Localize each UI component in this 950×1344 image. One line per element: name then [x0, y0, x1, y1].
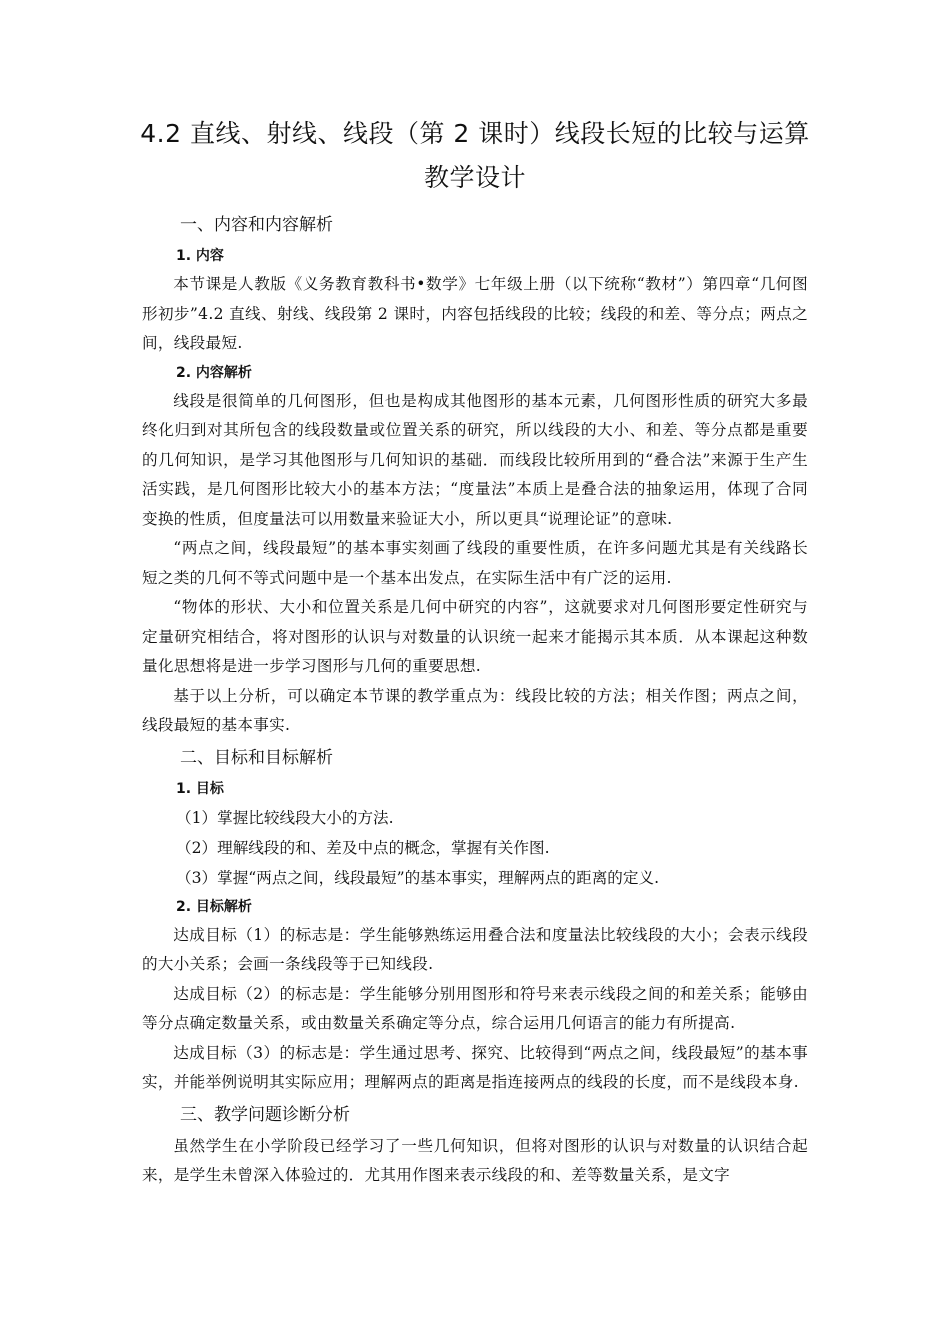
paragraph-diagnosis-1: 虽然学生在小学阶段已经学习了一些几何知识，但将对图形的认识与对数量的认识结合起来，是学生未曾深入体验过的．尤其用作图来表示线段的和、差等数量关系，是文字 — [142, 1136, 808, 1184]
document-title — [102, 112, 848, 200]
section-heading-content: 一、内容和内容解析 — [180, 215, 333, 235]
section-heading-diagnosis: 三、教学问题诊断分析 — [180, 1104, 350, 1125]
title-line-1: 4.2 直线、射线、线段（第 2 课时）线段长短的比较与运算 — [140, 119, 810, 148]
goal-item-2: （2）理解线段的和、差及中点的概念，掌握有关作图. — [176, 838, 550, 857]
paragraph-analysis-2: “两点之间，线段最短”的基本事实刻画了线段的重要性质，在许多问题尤其是有关线路长短之类的几何不等式问题中是一个基本出发点，在实际生活中有广泛的运用. — [142, 539, 808, 587]
paragraph-goal-analysis-3: 达成目标（3）的标志是：学生通过思考、探究、比较得到“两点之间，线段最短”的基本事实，并能举例说明其实际应用；理解两点的距离是指连接两点的线段的长度，而不是线段本身. — [142, 1043, 808, 1091]
subheading-content: 1. 内容 — [176, 248, 224, 264]
paragraph-goal-analysis-1: 达成目标（1）的标志是：学生能够熟练运用叠合法和度量法比较线段的大小；会表示线段的大小关系；会画一条线段等于已知线段. — [142, 925, 808, 973]
section-heading-goals: 二、目标和目标解析 — [180, 747, 333, 768]
paragraph-analysis-4: 基于以上分析，可以确定本节课的教学重点为：线段比较的方法；相关作图；两点之间，线段最短的基本事实. — [142, 686, 808, 734]
paragraph-goal-analysis-2: 达成目标（2）的标志是：学生能够分别用图形和符号来表示线段之间的和差关系；能够由等分点确定数量关系，或由数量关系确定等分点，综合运用几何语言的能力有所提高. — [142, 984, 808, 1032]
goal-item-1: （1）掌握比较线段大小的方法. — [176, 808, 394, 827]
paragraph-analysis-3: “物体的形状、大小和位置关系是几何中研究的内容”，这就要求对几何图形要定性研究与定量研究相结合，将对图形的认识与对数量的认识统一起来才能揭示其本质．从本课起这种数量化思想将是进一步学习图形与几何的重要思想. — [142, 598, 808, 675]
subheading-goals: 1. 目标 — [176, 780, 224, 797]
goal-item-3: （3）掌握“两点之间，线段最短”的基本事实，理解两点的距离的定义. — [176, 868, 660, 887]
paragraph-content: 本节课是人教版《义务教育教科书•数学》七年级上册（以下统称“教材”）第四章“几何图形初步”4.2 直线、射线、线段第 2 课时，内容包括线段的比较；线段的和差、等分点；两点之间，线段最短. — [142, 275, 808, 352]
title-line-2: 教学设计 — [423, 163, 526, 192]
subheading-content-analysis: 2. 内容解析 — [176, 364, 252, 381]
subheading-goal-analysis: 2. 目标解析 — [176, 898, 252, 915]
paragraph-analysis-1: 线段是很简单的几何图形，但也是构成其他图形的基本元素，几何图形性质的研究大多最终化归到对其所包含的线段数量或位置关系的研究，所以线段的大小、和差、等分点都是重要的几何知识，是学习其他图形与几何知识的基础．而线段比较所用到的“叠合法”来源于生产生活实践，是几何图形比较大小的基本方法；“度量法”本质上是叠合法的抽象运用，体现了合同变换的性质，但度量法可以用数量来验证大小，所以更具“说理论证”的意味. — [142, 391, 808, 528]
